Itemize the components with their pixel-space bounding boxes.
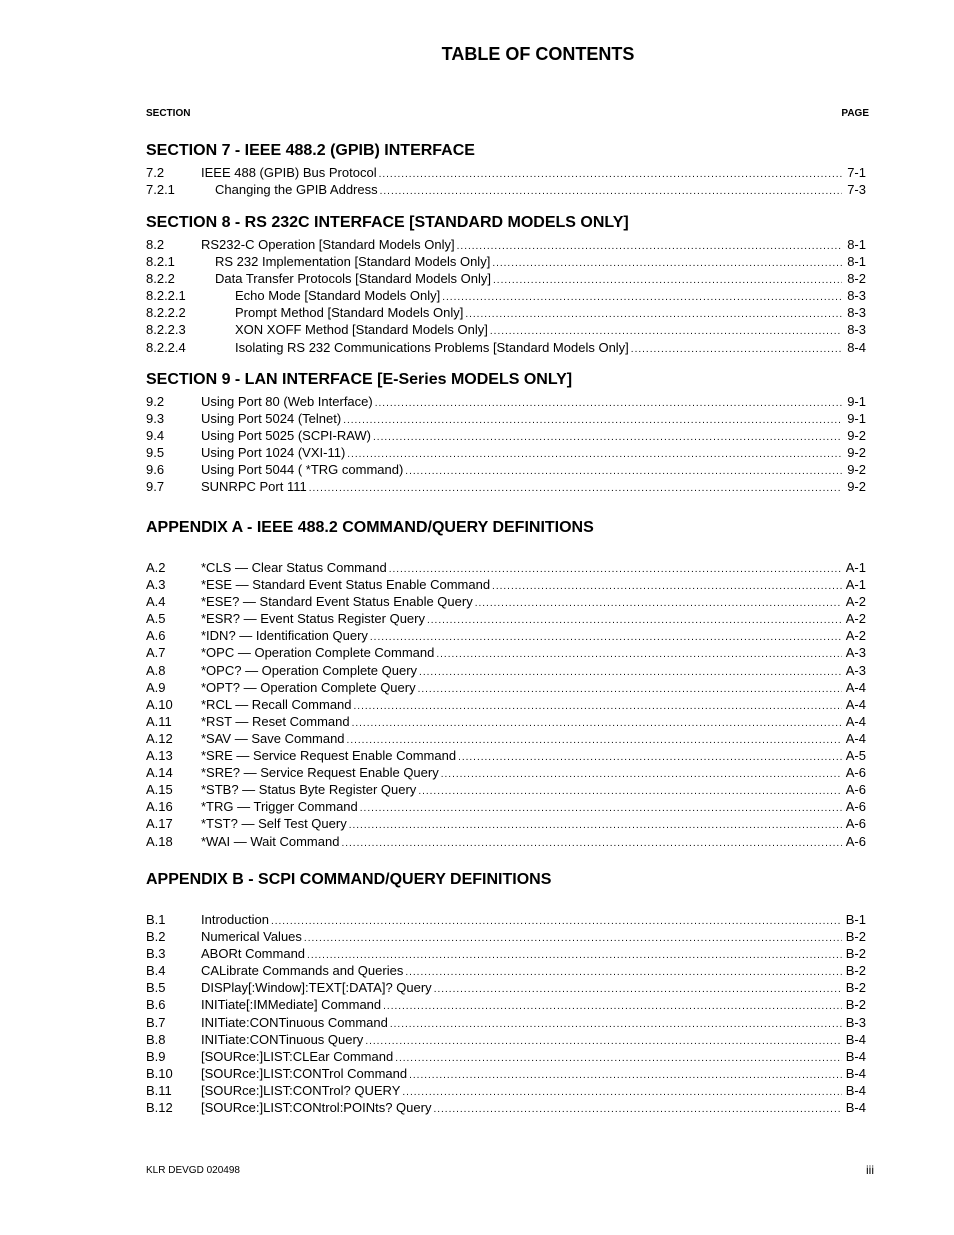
entry-number: 9.6: [146, 462, 165, 478]
entry-title: INITiate:CONTinuous Query: [201, 1031, 364, 1047]
entry-title: [SOURce:]LIST:CONTrol? QUERY: [201, 1082, 401, 1098]
toc-entries: [146, 911, 866, 1116]
dot-leader: [433, 1101, 842, 1118]
entry-page: A-6: [845, 799, 866, 815]
section-7-block: [146, 138, 866, 198]
entry-page: A-1: [845, 560, 866, 575]
entry-title: Numerical Values: [201, 929, 302, 945]
entry-title: Isolating RS 232 Communications Problems [Standard Models Only]: [235, 339, 629, 355]
entry-number: 8.2: [146, 237, 165, 252]
document-code: KLR DEVGD 020498: [146, 1165, 240, 1176]
entry-page: A-1: [845, 577, 866, 593]
entry-page: 7-1: [847, 165, 866, 180]
entry-page: A-6: [845, 816, 866, 832]
page-number: iii: [866, 1163, 874, 1177]
entry-page: B-4: [845, 1100, 866, 1116]
entry-title: [SOURce:]LIST:CLEar Command: [201, 1048, 394, 1064]
toc-entry: [146, 478, 866, 495]
toc-entry: [146, 461, 866, 478]
toc-entry: [146, 781, 866, 798]
toc-entry: [146, 696, 866, 713]
entry-title: *STB? — Status Byte Register Query: [201, 782, 417, 798]
entry-page: 7-3: [847, 182, 866, 198]
entry-title: *SRE? — Service Request Enable Query: [201, 765, 439, 781]
section-9-block: [146, 367, 866, 496]
entry-title: *OPC? — Operation Complete Query: [201, 662, 418, 678]
entry-page: A-4: [845, 730, 866, 746]
entry-number: A.3: [146, 577, 166, 593]
entry-number: A.6: [146, 628, 166, 644]
toc-entry: [146, 833, 866, 850]
entry-page: A-5: [845, 748, 866, 764]
entry-page: B-2: [845, 946, 866, 962]
entry-number: A.15: [146, 782, 173, 798]
entry-page: 8-4: [847, 339, 866, 355]
entry-page: B-2: [845, 929, 866, 945]
entry-page: A-3: [845, 645, 866, 661]
toc-entries: [146, 559, 866, 850]
toc-entry: [146, 610, 866, 627]
toc-entry: [146, 662, 866, 679]
toc-entries: [146, 164, 866, 198]
entry-number: 9.5: [146, 445, 165, 461]
entry-title: Using Port 5024 (Telnet): [201, 411, 342, 427]
toc-entry: [146, 559, 866, 576]
entry-page: 8-3: [847, 322, 866, 338]
entry-number: B.6: [146, 997, 166, 1013]
entry-title: *OPC — Operation Complete Command: [201, 645, 435, 661]
toc-entry: [146, 979, 866, 996]
entry-page: B-4: [845, 1031, 866, 1047]
entry-page: 9-2: [847, 428, 866, 444]
entry-number: 8.2.2.2: [146, 305, 186, 321]
entry-page: 8-2: [847, 271, 866, 287]
entry-number: B.2: [146, 929, 166, 945]
entry-page: 9-1: [847, 411, 866, 427]
entry-number: B.11: [146, 1082, 172, 1098]
entry-title: INITiate[:IMMediate] Command: [201, 997, 382, 1013]
entry-number: B.12: [146, 1100, 173, 1116]
entry-page: 8-3: [847, 305, 866, 321]
entry-number: 7.2: [146, 165, 165, 180]
toc-entry: [146, 236, 866, 253]
toc-entry: [146, 815, 866, 832]
entry-title: *WAI — Wait Command: [201, 833, 340, 849]
entry-title: Using Port 5044 ( *TRG command): [201, 462, 404, 478]
section-heading: APPENDIX A - IEEE 488.2 COMMAND/QUERY DEFINITIONS: [146, 519, 594, 536]
entry-title: *RCL — Recall Command: [201, 696, 352, 712]
entry-number: B.4: [146, 963, 166, 979]
toc-entry: [146, 253, 866, 270]
section-heading: SECTION 7 - IEEE 488.2 (GPIB) INTERFACE: [146, 142, 475, 159]
toc-entry: [146, 911, 866, 928]
toc-entry: [146, 644, 866, 661]
toc-entry: [146, 444, 866, 461]
entry-page: A-2: [845, 594, 866, 610]
entry-number: 8.2.2.4: [146, 339, 186, 355]
entry-number: 7.2.1: [146, 182, 175, 198]
entry-number: B.10: [146, 1065, 173, 1081]
entry-number: 8.2.2.1: [146, 288, 186, 304]
entry-number: A.10: [146, 696, 173, 712]
entry-page: A-6: [845, 833, 866, 849]
entry-page: 9-2: [847, 462, 866, 478]
toc-entry: [146, 627, 866, 644]
entry-number: B.3: [146, 946, 166, 962]
entry-number: B.1: [146, 912, 166, 927]
toc-entry: [146, 713, 866, 730]
toc-entry: [146, 1048, 866, 1065]
toc-entry: [146, 321, 866, 338]
entry-title: IEEE 488 (GPIB) Bus Protocol: [201, 165, 377, 180]
entry-number: A.8: [146, 662, 166, 678]
section-8-block: [146, 210, 866, 356]
entry-number: A.12: [146, 730, 173, 746]
toc-entry: [146, 181, 866, 198]
toc-entry: [146, 1014, 866, 1031]
toc-entry: [146, 287, 866, 304]
section-heading: SECTION 9 - LAN INTERFACE [E-Series MODELS ONLY]: [146, 371, 573, 388]
page-title: TABLE OF CONTENTS: [441, 44, 635, 64]
entry-title: *ESE? — Standard Event Status Enable Query: [201, 594, 473, 610]
entry-title: *ESR? — Event Status Register Query: [201, 611, 425, 627]
section-heading: SECTION 8 - RS 232C INTERFACE [STANDARD MODELS ONLY]: [146, 214, 629, 231]
entry-page: B-2: [845, 980, 866, 996]
toc-entry: [146, 764, 866, 781]
entry-page: 9-2: [847, 479, 866, 495]
toc-entry: [146, 164, 866, 181]
appendix-a-block: [146, 515, 866, 850]
entry-page: A-3: [845, 662, 866, 678]
entry-title: Echo Mode [Standard Models Only]: [235, 288, 441, 304]
entry-number: A.9: [146, 679, 166, 695]
entry-title: SUNRPC Port 111: [201, 479, 307, 495]
entry-title: *ESE — Standard Event Status Enable Command: [201, 577, 491, 593]
toc-entry: [146, 576, 866, 593]
entry-number: 9.4: [146, 428, 165, 444]
dot-leader: [631, 341, 842, 358]
entry-page: B-4: [845, 1082, 866, 1098]
appendix-b-block: [146, 867, 866, 1116]
toc-entry: [146, 1031, 866, 1048]
entry-number: A.17: [146, 816, 173, 832]
entry-page: 9-2: [847, 445, 866, 461]
page-column-header: PAGE: [841, 108, 869, 119]
entry-page: B-1: [845, 912, 866, 927]
entry-number: 9.2: [146, 394, 165, 409]
entry-number: A.13: [146, 748, 173, 764]
entry-title: *IDN? — Identification Query: [201, 628, 368, 644]
toc-entry: [146, 928, 866, 945]
entry-page: 8-1: [847, 237, 866, 252]
entry-title: XON XOFF Method [Standard Models Only]: [235, 322, 488, 338]
toc-entries: [146, 236, 866, 356]
entry-page: B-4: [845, 1065, 866, 1081]
entry-page: 8-3: [847, 288, 866, 304]
entry-title: Using Port 5025 (SCPI-RAW): [201, 428, 372, 444]
entry-number: A.16: [146, 799, 173, 815]
toc-entry: [146, 339, 866, 356]
entry-number: A.5: [146, 611, 166, 627]
entry-title: RS 232 Implementation [Standard Models Only]: [215, 254, 491, 270]
toc-entry: [146, 1099, 866, 1116]
toc-entry: [146, 270, 866, 287]
toc-entry: [146, 427, 866, 444]
dot-leader: [309, 480, 842, 497]
entry-number: A.7: [146, 645, 166, 661]
section-column-header: SECTION: [146, 108, 191, 119]
entry-title: *SAV — Save Command: [201, 730, 345, 746]
entry-title: *SRE — Service Request Enable Command: [201, 748, 457, 764]
entry-page: B-3: [845, 1014, 866, 1030]
entry-title: *CLS — Clear Status Command: [201, 560, 387, 575]
entry-number: 8.2.1: [146, 254, 175, 270]
entry-page: A-4: [845, 696, 866, 712]
entry-page: A-6: [845, 765, 866, 781]
toc-entry: [146, 730, 866, 747]
entry-number: 9.3: [146, 411, 165, 427]
toc-entry: [146, 1065, 866, 1082]
entry-title: Prompt Method [Standard Models Only]: [235, 305, 464, 321]
entry-page: A-2: [845, 611, 866, 627]
entry-number: B.8: [146, 1031, 166, 1047]
entry-page: B-2: [845, 997, 866, 1013]
dot-leader: [380, 183, 842, 200]
entry-number: A.18: [146, 833, 173, 849]
entry-number: A.14: [146, 765, 173, 781]
entry-page: 8-1: [847, 254, 866, 270]
toc-entry: [146, 747, 866, 764]
toc-entry: [146, 304, 866, 321]
toc-entries: [146, 393, 866, 496]
toc-entry: [146, 410, 866, 427]
section-heading: APPENDIX B - SCPI COMMAND/QUERY DEFINITIONS: [146, 871, 552, 888]
entry-title: *TRG — Trigger Command: [201, 799, 358, 815]
dot-leader: [341, 835, 842, 852]
entry-title: Data Transfer Protocols [Standard Models Only]: [215, 271, 492, 287]
entry-title: *TST? — Self Test Query: [201, 816, 347, 832]
entry-number: B.5: [146, 980, 166, 996]
entry-title: CALibrate Commands and Queries: [201, 963, 404, 979]
entry-page: B-2: [845, 963, 866, 979]
entry-page: A-6: [845, 782, 866, 798]
toc-entry: [146, 679, 866, 696]
toc-entry: [146, 798, 866, 815]
entry-number: A.4: [146, 594, 166, 610]
entry-title: *RST — Reset Command: [201, 713, 350, 729]
entry-title: Introduction: [201, 912, 269, 927]
entry-title: RS232-C Operation [Standard Models Only]: [201, 237, 455, 252]
toc-entry: [146, 1082, 866, 1099]
entry-number: 8.2.2: [146, 271, 175, 287]
entry-page: A-4: [845, 713, 866, 729]
toc-entry: [146, 945, 866, 962]
entry-title: [SOURce:]LIST:CONtrol:POINts? Query: [201, 1100, 432, 1116]
entry-title: Using Port 1024 (VXI-11): [201, 445, 346, 461]
entry-number: 8.2.2.3: [146, 322, 186, 338]
toc-entry: [146, 962, 866, 979]
toc-entry: [146, 393, 866, 410]
entry-title: DISPlay[:Window]:TEXT[:DATA]? Query: [201, 980, 432, 996]
entry-title: Changing the GPIB Address: [215, 182, 378, 198]
entry-page: A-2: [845, 628, 866, 644]
entry-title: [SOURce:]LIST:CONTrol Command: [201, 1065, 408, 1081]
entry-number: A.2: [146, 560, 166, 575]
toc-entry: [146, 996, 866, 1013]
entry-page: 9-1: [847, 394, 866, 409]
entry-page: A-4: [845, 679, 866, 695]
entry-title: *OPT? — Operation Complete Query: [201, 679, 416, 695]
entry-number: A.11: [146, 713, 172, 729]
entry-title: ABORt Command: [201, 946, 306, 962]
entry-number: B.7: [146, 1014, 166, 1030]
entry-number: B.9: [146, 1048, 166, 1064]
entry-title: Using Port 80 (Web Interface): [201, 394, 373, 409]
entry-number: 9.7: [146, 479, 165, 495]
toc-entry: [146, 593, 866, 610]
entry-page: B-4: [845, 1048, 866, 1064]
entry-title: INITiate:CONTinuous Command: [201, 1014, 388, 1030]
